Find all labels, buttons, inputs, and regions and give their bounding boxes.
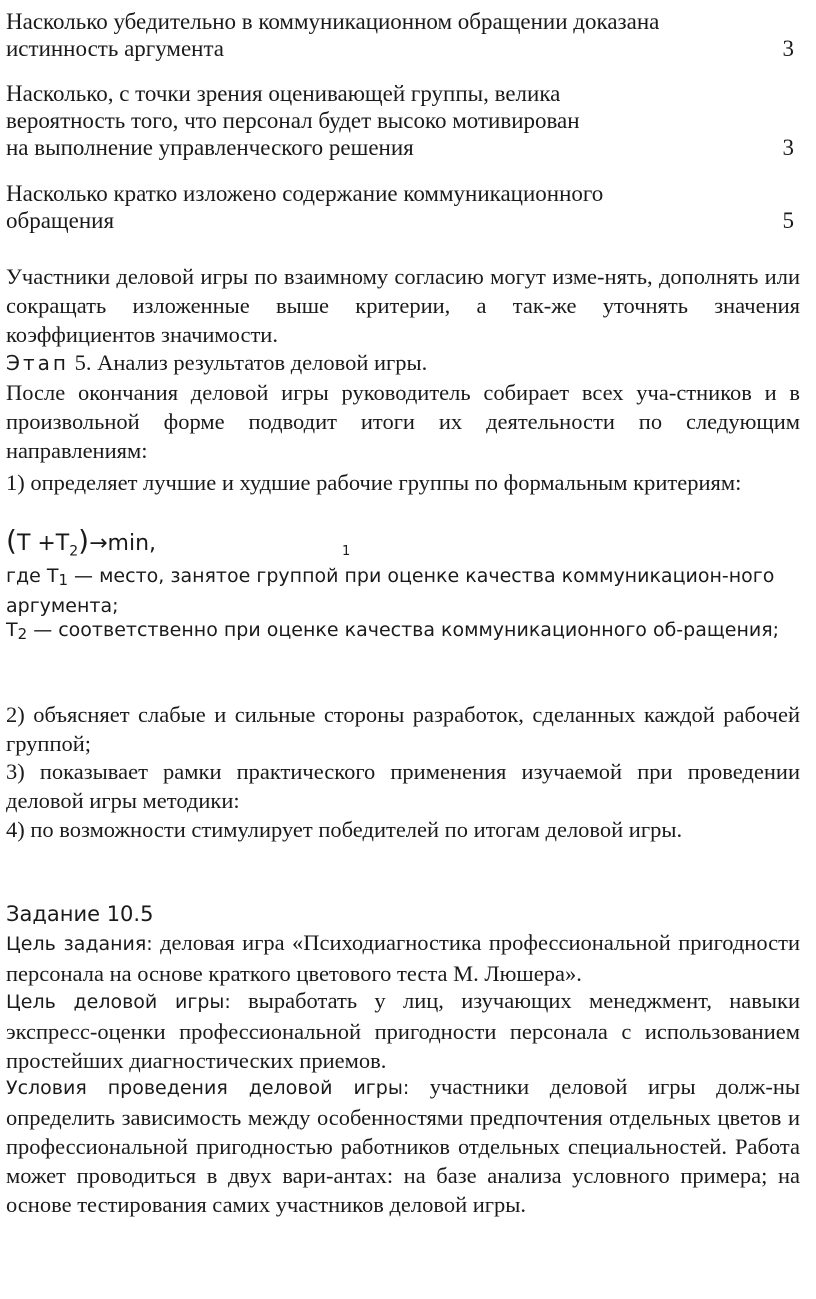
- criterion-text-line: вероятность того, что персонал будет высоко мотивирован: [6, 108, 580, 133]
- criterion-text-line: Насколько, с точки зрения оценивающей группы, велика: [6, 81, 561, 106]
- participants-paragraph: Участники деловой игры по взаимному согласию могут изме-нять, дополнять или сокращать изложенные выше критерии, а так-же уточнять значения коэффициентов значимости.: [6, 264, 800, 347]
- criterion-text-line: истинность аргумента: [6, 36, 225, 61]
- stage-text: 5. Анализ результатов деловой игры.: [74, 350, 428, 375]
- criterion-score: 5: [782, 208, 794, 233]
- list-item-2: 2) объясняет слабые и сильные стороны разработок, сделанных каждой рабочей группой;: [6, 702, 800, 756]
- after-game-paragraph: После окончания деловой игры руководитель собирает всех уча-стников и в произвольной форме подводит итоги их деятельности по следующим направлениям:: [6, 380, 800, 463]
- stage-heading: [6, 348, 427, 378]
- task-goal-text: деловая игра «Психодиагностика профессиональной пригодности персонала на основе краткого цветового теста М. Люшера».: [6, 930, 800, 986]
- task-goal: [6, 928, 800, 988]
- criterion-score: 3: [782, 135, 794, 160]
- arrow-icon: →: [89, 531, 108, 556]
- criterion-row-2: [6, 80, 802, 161]
- formula-terms: T +T: [16, 531, 70, 556]
- game-conditions-text: участники деловой игры долж-ны определить зависимость между особенностями предпочтения отдельных цветов и профессиональной пригодностью работников отдельных специальностей. Работа может проводиться в двух вари-антах: на базе анализа условного примера; на основе тестирования самих участников деловой игры.: [6, 1074, 801, 1217]
- formula-explanation-1: [6, 563, 800, 619]
- game-goal: [6, 986, 800, 1075]
- formula-open-paren: (: [6, 524, 17, 557]
- task-goal-label: Цель задания:: [6, 933, 153, 955]
- where-subscript: 1: [58, 571, 69, 589]
- list-item-3: 3) показывает рамки практического применения изучаемой при проведении деловой игры методики:: [6, 759, 800, 813]
- task-heading: Задание 10.5: [6, 902, 154, 926]
- where-subscript: 2: [17, 625, 28, 643]
- list-item-4: 4) по возможности стимулирует победителей по итогам деловой игры.: [6, 817, 683, 842]
- criterion-row-1: [6, 8, 802, 62]
- criterion-text-line: на выполнение управленческого решения: [6, 135, 414, 160]
- where-prefix: где Т: [6, 565, 59, 587]
- stage-label: Этап: [6, 351, 69, 375]
- criterion-text-line: обращения: [6, 208, 115, 233]
- where-text: — соответственно при оценке качества коммуникационного об-ращения;: [27, 619, 780, 641]
- footnote-number: 1: [342, 544, 351, 559]
- where-prefix: Т: [6, 619, 18, 641]
- formula-explanation-2: [6, 617, 800, 647]
- formula-close-paren: ): [78, 524, 90, 557]
- game-goal-label: Цель деловой игры:: [6, 991, 231, 1013]
- where-text: — место, занятое группой при оценке качества коммуникацион-ного аргумента;: [6, 565, 775, 617]
- formula: [6, 526, 156, 566]
- game-conditions-label: Условия проведения деловой игры:: [6, 1077, 410, 1099]
- formula-subscript: 2: [69, 543, 79, 560]
- criterion-text-line: Насколько убедительно в коммуникационном обращении доказана: [6, 9, 660, 34]
- criterion-score: 3: [782, 36, 794, 61]
- formula-comma: ,: [149, 531, 157, 556]
- game-goal-text: выработать у лиц, изучающих менеджмент, навыки экспресс-оценки профессиональной пригодности персонала с использованием простейших диагностических приемов.: [6, 988, 800, 1073]
- criterion-row-3: [6, 180, 802, 234]
- formula-min: min: [107, 531, 150, 556]
- game-conditions: [6, 1072, 800, 1219]
- list-item-1: 1) определяет лучшие и худшие рабочие группы по формальным критериям:: [6, 470, 742, 495]
- criterion-text-line: Насколько кратко изложено содержание коммуникационного: [6, 181, 604, 206]
